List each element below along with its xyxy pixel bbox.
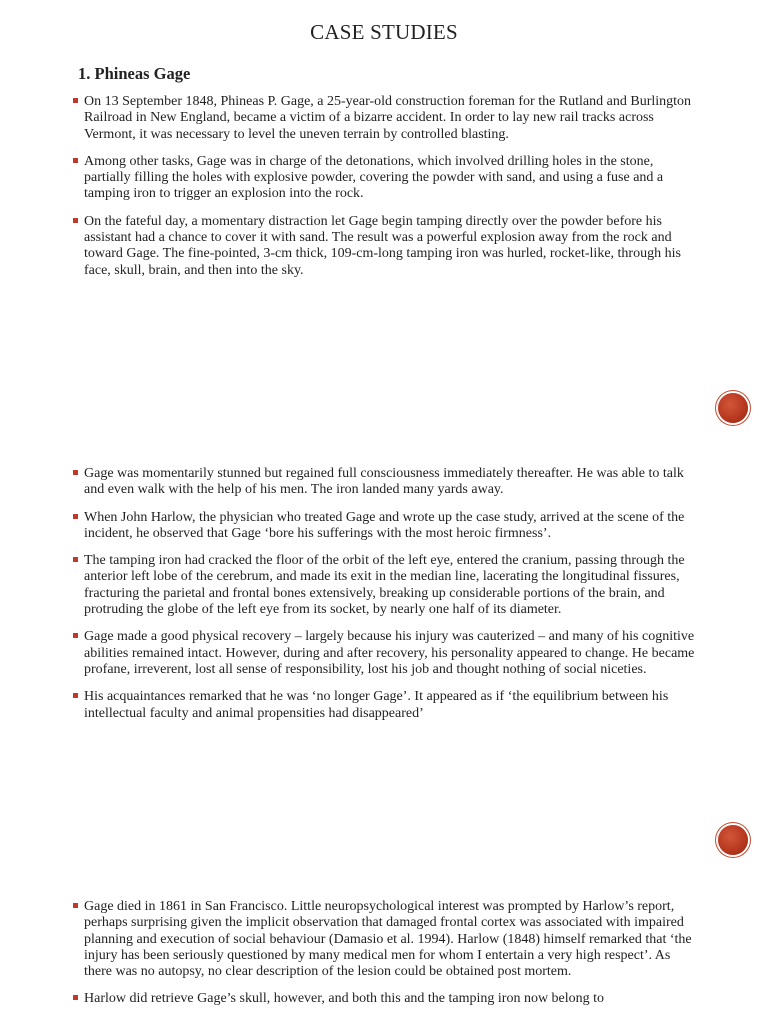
- section-heading: 1. Phineas Gage: [78, 64, 191, 83]
- red-circle-ornament-icon: [718, 825, 748, 855]
- slide-2: [0, 440, 768, 860]
- bullet-text: The tamping iron had cracked the floor of the orbit of the left eye, entered the cranium, passing through the anterior left lobe of the cerebrum, and made its exit in the median line, lacerating the longitudinal fissures, fracturing the parietal and frontal bones extensively, breaking up considerable portions of the brain, and protruding the globe of the left eye from its socket, by nearly one half of its diameter.: [84, 553, 685, 618]
- slide-3: [0, 860, 768, 1024]
- bullet-text: On 13 September 1848, Phineas P. Gage, a 25-year-old construction foreman for the Rutland and Burlington Railroad in New England, became a victim of a bizarre accident. In order to lay new rail tracks across Vermont, it was necessary to level the uneven terrain by controlled blasting.: [84, 94, 692, 142]
- bullet-item: [0, 991, 696, 1007]
- page-title: CASE STUDIES: [310, 20, 458, 44]
- square-bullet-icon: [73, 903, 78, 908]
- bullet-text: On the fateful day, a momentary distraction let Gage begin tamping directly over the powder before his assistant had a chance to cover it with sand. The result was a powerful explosion away from the rock and toward Gage. The fine-pointed, 3-cm thick, 109-cm-long tamping iron was hurled, rocket-like, through his face, skull, brain, and then into the sky.: [84, 213, 681, 278]
- bullet-text: Among other tasks, Gage was in charge of the detonations, which involved drilling holes in the stone, partially filling the holes with explosive powder, covering the powder with sand, and using a fuse and a tamping iron to trigger an explosion into the rock.: [84, 153, 664, 202]
- bullet-text: Gage died in 1861 in San Francisco. Little neuropsychological interest was prompted by Harlow’s report, perhaps surprising given the implicit observation that damaged frontal cortex was associated with impaired planning and execution of social behaviour (Damasio et al. 1994). Harlow (1848) himself remarked that ‘the injury has been seriously questioned by many medical men for whom I entertain a very high respect’. As there was no autopsy, no clear description of the lesion could be obtained post mortem.: [84, 899, 692, 980]
- bullet-list: [0, 899, 696, 1019]
- bullet-item: [0, 899, 696, 980]
- bullet-item: [0, 466, 696, 499]
- bullet-item: [0, 154, 696, 203]
- bullet-list: [0, 466, 696, 733]
- bullet-text: Gage was momentarily stunned but regained full consciousness immediately thereafter. He was able to talk and even walk with the help of his men. The iron landed many yards away.: [84, 466, 684, 498]
- square-bullet-icon: [73, 557, 78, 562]
- red-circle-ornament-icon: [718, 393, 748, 423]
- square-bullet-icon: [73, 633, 78, 638]
- square-bullet-icon: [73, 514, 78, 519]
- bullet-item: [0, 510, 696, 543]
- square-bullet-icon: [73, 218, 78, 223]
- bullet-text: Harlow did retrieve Gage’s skull, however, and both this and the tamping iron now belong to: [84, 991, 605, 1007]
- bullet-text: Gage made a good physical recovery – largely because his injury was cauterized – and many of his cognitive abilities remained intact. However, during and after recovery, his personality appeared to change. He became profane, irreverent, lost all sense of responsibility, lost his job and thought nothing of social niceties.: [84, 629, 695, 677]
- square-bullet-icon: [73, 995, 78, 1000]
- bullet-item: [0, 689, 696, 722]
- bullet-list: [0, 94, 696, 290]
- square-bullet-icon: [73, 693, 78, 698]
- bullet-item: [0, 553, 696, 618]
- square-bullet-icon: [73, 470, 78, 475]
- square-bullet-icon: [73, 98, 78, 103]
- bullet-item: [0, 629, 696, 678]
- bullet-item: [0, 94, 696, 143]
- bullet-item: [0, 214, 696, 279]
- slide-1: [0, 0, 768, 440]
- bullet-text: When John Harlow, the physician who treated Gage and wrote up the case study, arrived at the scene of the incident, he observed that Gage ‘bore his sufferings with the most heroic firmness’.: [84, 509, 685, 541]
- bullet-text: His acquaintances remarked that he was ‘no longer Gage’. It appeared as if ‘the equilibrium between his intellectual faculty and animal propensities had disappeared’: [84, 689, 669, 721]
- square-bullet-icon: [73, 158, 78, 163]
